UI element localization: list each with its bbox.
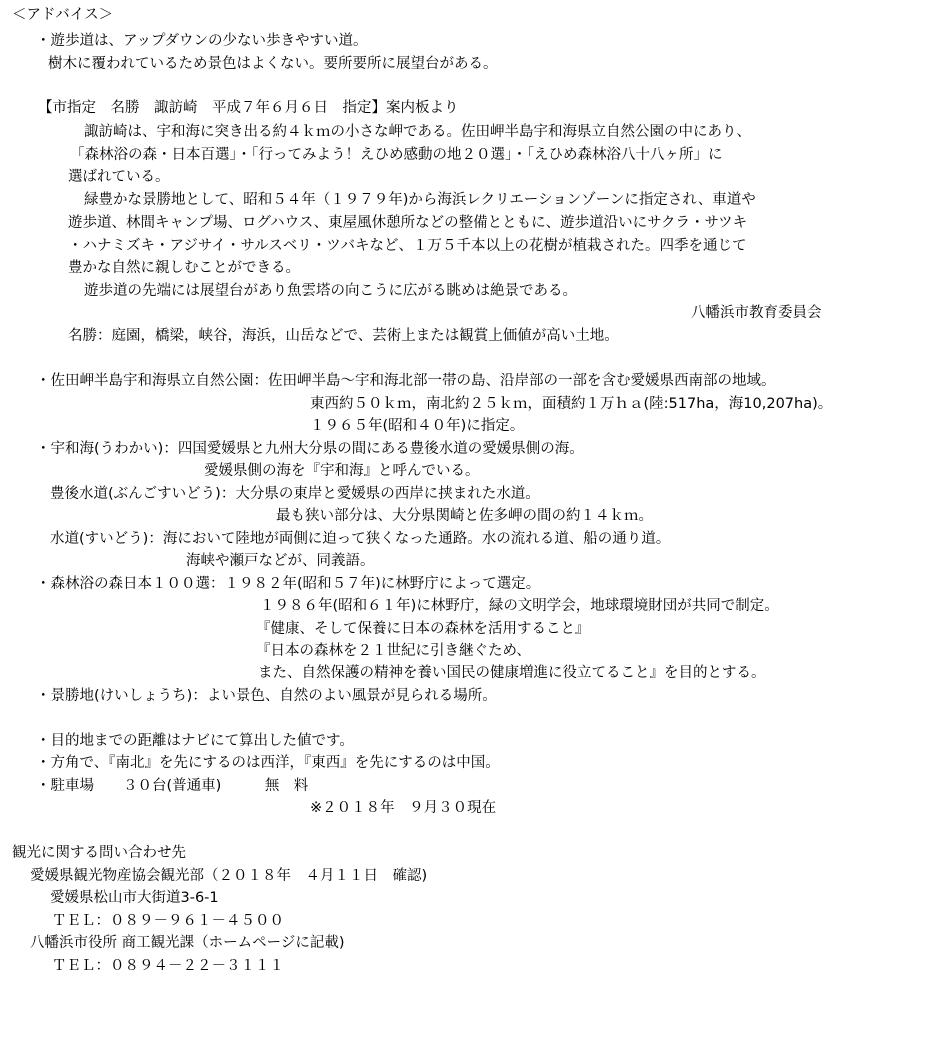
glossary-line: 海峡や瀬戸などが、同義語。 [186, 553, 375, 569]
advice-line: ・遊歩道は、アップダウンの少ない歩きやすい道。 [36, 33, 368, 49]
sign-paragraph-line: 遊歩道、林間キャンプ場、ログハウス、東屋風休憩所などの整備とともに、遊歩道沿いにサクラ・サツキ [68, 215, 748, 231]
advice-line: 樹木に覆われているため景色はよくない。要所要所に展望台がある。 [48, 56, 498, 72]
contact-phone: ＴＥＬ：０８９－９６１－４５００ [52, 913, 284, 929]
note-line: ・目的地までの距離はナビにて算出した値です。 [36, 733, 354, 749]
sign-paragraph-line: 「森林浴の森・日本百選」・「行ってみよう！えひめ感動の地２０選」・「えひめ森林浴八十八ヶ所」に [70, 147, 723, 163]
sign-paragraph-line: 選ばれている。 [68, 169, 170, 185]
sign-paragraph-line: 豊かな自然に親しむことができる。 [68, 260, 300, 276]
contact-address: 愛媛県松山市大街道3-6-1 [50, 890, 219, 906]
advice-heading: ＜アドバイス＞ [12, 7, 114, 23]
glossary-line: １９８６年(昭和６１年)に林野庁，緑の文明学会，地球環境財団が共同で制定。 [260, 598, 779, 614]
sign-signer: 八幡浜市教育委員会 [691, 305, 822, 321]
contact-phone: ＴＥＬ：０８９４－２２－３１１１ [52, 958, 284, 974]
glossary-line: 『健康、そして保養に日本の森林を活用すること』 [256, 621, 590, 637]
glossary-line: 愛媛県側の海を『宇和海』と呼んでいる。 [204, 463, 480, 479]
glossary-line: ・佐田岬半島宇和海県立自然公園：佐田岬半島～宇和海北部一帯の島、沿岸部の一部を含む愛媛県西南部の地域。 [36, 373, 776, 389]
glossary-line: 東西約５０ｋｍ，南北約２５ｋｍ，面積約１万ｈａ(陸:517ha，海10,207ha)。 [310, 396, 833, 412]
glossary-line: 水道(すいどう)：海において陸地が両側に迫って狭くなった通路。水の流れる道、船の通り道。 [50, 531, 671, 547]
note-line: ・方角で、『南北』を先にするのは西洋，『東西』を先にするのは中国。 [36, 755, 500, 771]
meisho-definition: 名勝：庭園，橋梁，峡谷，海浜，山岳などで、芸術上または観賞上価値が高い土地。 [68, 328, 619, 344]
glossary-line: 『日本の森林を２１世紀に引き継ぐため、 [256, 643, 531, 659]
glossary-line: ・宇和海(うわかい)：四国愛媛県と九州大分県の間にある豊後水道の愛媛県側の海。 [36, 441, 584, 457]
glossary-line: ・森林浴の森日本１００選：１９８２年(昭和５７年)に林野庁によって選定。 [36, 576, 541, 592]
contact-heading: 観光に関する問い合わせ先 [12, 845, 186, 861]
glossary-line: 最も狭い部分は、大分県関崎と佐多岬の間の約１４ｋｍ。 [276, 508, 653, 524]
glossary-line: また、自然保護の精神を養い国民の健康増進に役立てること』を目的とする。 [258, 665, 766, 681]
date-note: ※２０１８年 ９月３０現在 [310, 800, 497, 816]
sign-paragraph-line: 諏訪崎は、宇和海に突き出る約４ｋｍの小さな岬である。佐田岬半島宇和海県立自然公園の中にあり、 [84, 124, 751, 140]
contact-organization: 八幡浜市役所 商工観光課（ホームページに記載) [30, 935, 345, 951]
glossary-line: 豊後水道(ぶんごすいどう)：大分県の東岸と愛媛県の西岸に挟まれた水道。 [50, 486, 540, 502]
glossary-line: ・景勝地(けいしょうち)：よい景色、自然のよい風景が見られる場所。 [36, 688, 497, 704]
sign-paragraph-line: ・ハナミズキ・アジサイ・サルスベリ・ツバキなど、１万５千本以上の花樹が植栽された。四季を通じて [68, 238, 747, 254]
parking-note: ・駐車場 ３０台(普通車) 無 料 [36, 778, 309, 794]
sign-paragraph-line: 緑豊かな景勝地として、昭和５４年（１９７９年)から海浜レクリエーションゾーンに指定され、車道や [84, 192, 756, 208]
sign-title: 【市指定 名勝 諏訪崎 平成７年６月６日 指定】案内板より [38, 100, 459, 116]
sign-paragraph-line: 遊歩道の先端には展望台があり魚雲塔の向こうに広がる眺めは絶景である。 [84, 283, 577, 299]
glossary-line: １９６５年(昭和４０年)に指定。 [310, 418, 525, 434]
contact-organization: 愛媛県観光物産協会観光部（２０１８年 ４月１１日 確認) [30, 868, 428, 884]
